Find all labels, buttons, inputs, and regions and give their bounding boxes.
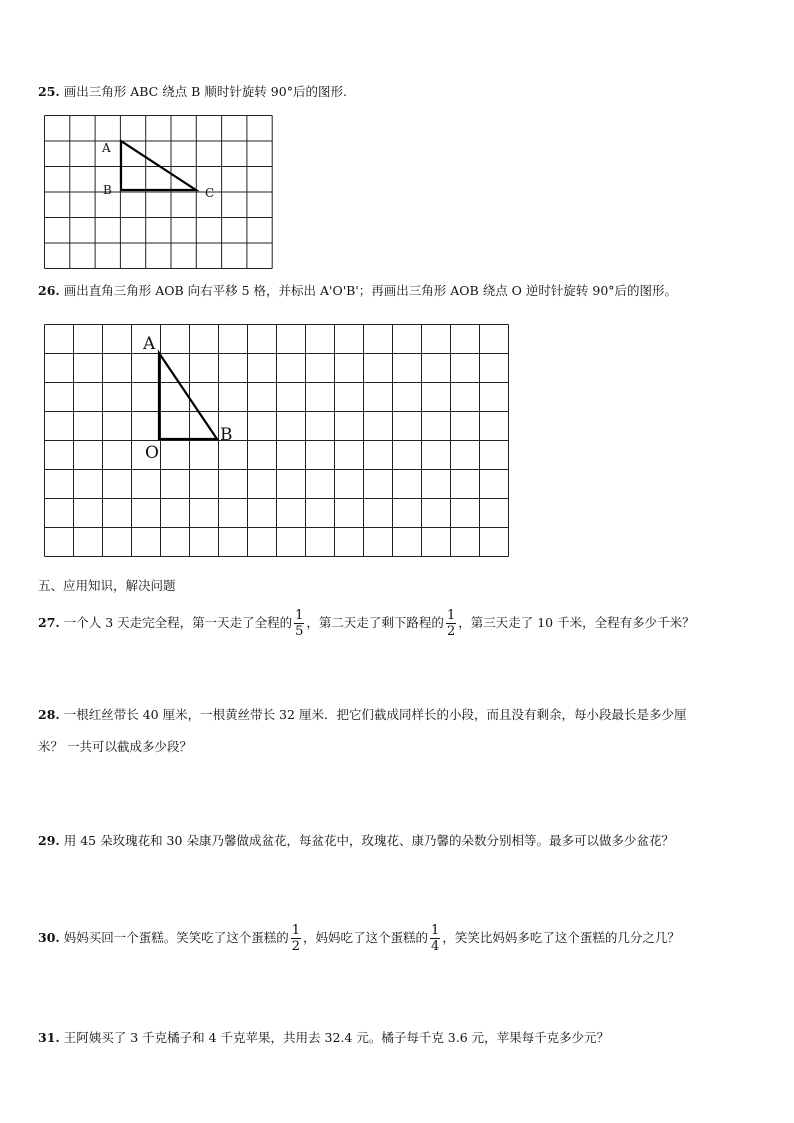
text-part: 一个人 3 天走完全程，第一天走了全程的 [63,615,293,630]
question-text: 米？ 一共可以截成多少段？ [38,739,192,754]
question-28 [38,707,686,723]
label-o: O [145,443,159,463]
section-heading: 五、应用知识，解决问题 [38,578,176,593]
question-text: 画出直角三角形 AOB 向右平移 5 格，并标出 A'O'B'；再画出三角形 AOB 绕点 O 逆时针旋转 90°后的图形。 [63,283,678,298]
denominator: 4 [431,939,440,954]
question-26 [38,283,677,299]
question-text: 一根红丝带长 40 厘米，一根黄丝带长 32 厘米．把它们截成同样长的小段，而且没有剩余，每小段最长是多少厘 [63,707,687,722]
question-number: 26. [38,283,60,298]
question-number: 31. [38,1030,60,1045]
question-number: 27. [38,615,60,630]
grid-25 [40,112,280,272]
question-number: 28. [38,707,60,722]
numerator: 1 [446,608,456,623]
denominator: 5 [295,624,304,639]
question-text: 王阿姨买了 3 千克橘子和 4 千克苹果，共用去 32.4 元。橘子每千克 3.6 元，苹果每千克多少元？ [63,1030,610,1045]
question-text: 画出三角形 ABC 绕点 B 顺时针旋转 90°后的图形. [63,84,347,99]
label-b: B [103,183,112,197]
label-a: A [143,334,156,354]
question-29 [38,833,674,849]
grid-26 [42,322,512,558]
question-27 [38,608,695,639]
label-b: B [220,425,233,445]
fraction [446,608,456,639]
question-25 [38,84,347,100]
text-part: ，第二天走了剩下路程的 [306,615,444,630]
fraction [430,923,440,954]
question-31 [38,1030,609,1046]
grid-lines [45,116,273,269]
question-number: 29. [38,833,60,848]
triangle-abc [121,141,196,190]
question-28-continued [38,739,192,755]
triangle-aob [159,353,217,439]
denominator: 2 [291,939,301,954]
label-a: A [102,141,111,155]
denominator: 2 [446,624,456,639]
question-number: 30. [38,930,60,945]
text-part: ，笑笑比妈妈多吃了这个蛋糕的几分之几？ [442,930,680,945]
numerator: 1 [291,923,301,938]
question-30 [38,923,680,954]
question-number: 25. [38,84,60,99]
grid-lines [45,325,509,557]
question-text: 用 45 朵玫瑰花和 30 朵康乃馨做成盆花，每盆花中，玫瑰花、康乃馨的朵数分别相等。最多可以做多少盆花？ [63,833,674,848]
fraction [291,923,301,954]
numerator: 1 [431,923,440,938]
text-part: ，第三天走了 10 千米，全程有多少千米？ [458,615,695,630]
label-c: C [205,186,215,200]
fraction [294,608,304,639]
text-part: ，妈妈吃了这个蛋糕的 [303,930,429,945]
text-part: 妈妈买回一个蛋糕。笑笑吃了这个蛋糕的 [63,930,289,945]
numerator: 1 [295,608,304,623]
